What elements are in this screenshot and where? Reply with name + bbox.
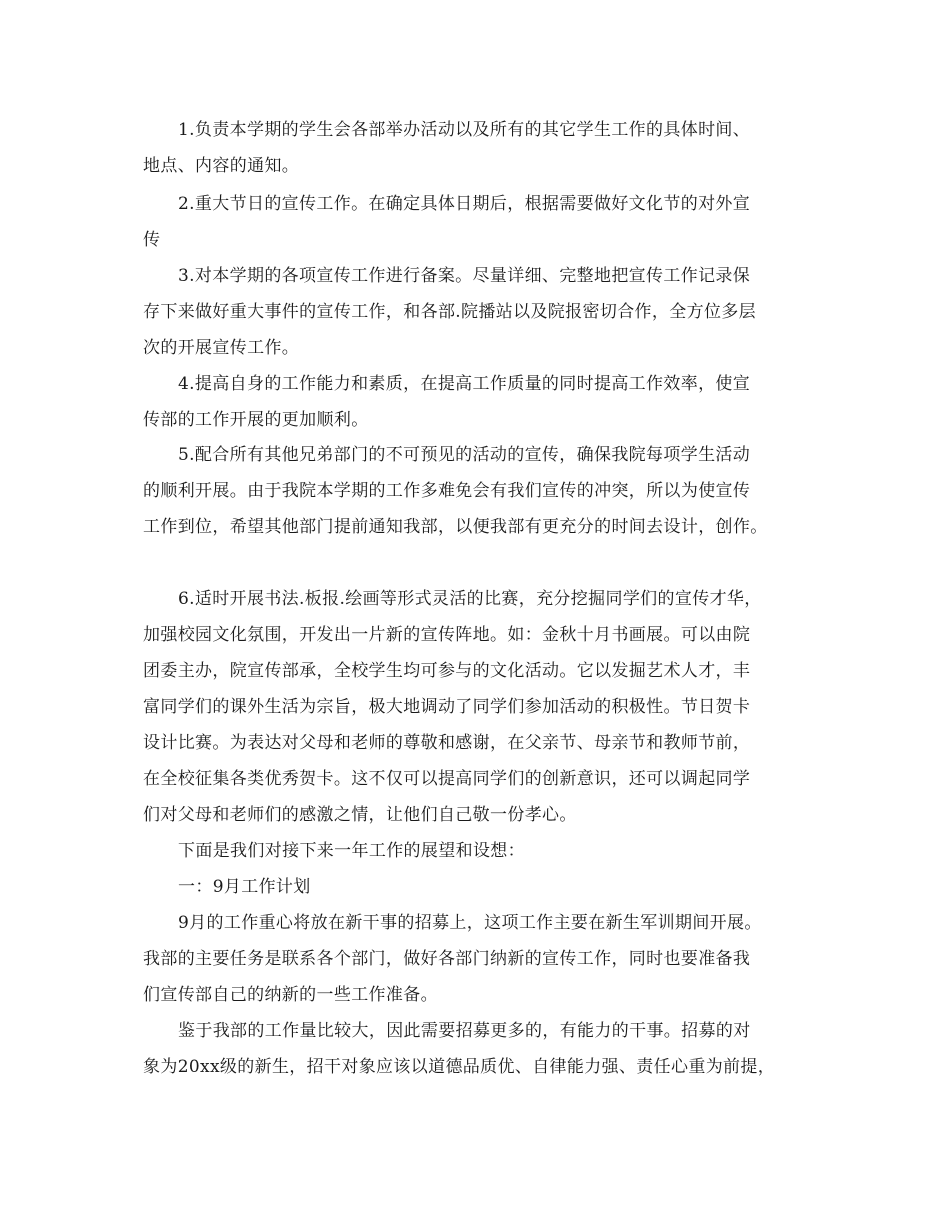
text-line: 地点、内容的通知。 — [143, 156, 300, 176]
text-line: 3.对本学期的各项宣传工作进行备案。尽量详细、完整地把宣传工作记录保 — [178, 266, 751, 286]
text-line: 们宣传部自己的纳新的一些工作准备。 — [143, 985, 438, 1005]
text-line: 们对父母和老师们的感激之情，让他们自己敬一份孝心。 — [143, 805, 577, 825]
text-line: 团委主办，院宣传部承，全校学生均可参与的文化活动。它以发掘艺术人才，丰 — [143, 661, 751, 681]
text-line: 下面是我们对接下来一年工作的展望和设想： — [178, 841, 525, 861]
text-line: 传 — [143, 230, 161, 250]
text-line: 富同学们的课外生活为宗旨，极大地调动了同学们参加活动的积极性。节日贺卡 — [143, 697, 751, 717]
text-line: 9月的工作重心将放在新干事的招募上，这项工作主要在新生军训期间开展。 — [178, 913, 762, 933]
text-line: 的顺利开展。由于我院本学期的工作多难免会有我们宣传的冲突，所以为使宣传 — [143, 481, 751, 501]
text-line: 鉴于我部的工作量比较大，因此需要招募更多的，有能力的干事。招募的对 — [178, 1021, 751, 1041]
text-line: 1.负责本学期的学生会各部举办活动以及所有的其它学生工作的具体时间、 — [178, 120, 751, 140]
text-line: 一：9月工作计划 — [178, 877, 311, 897]
text-line: 传部的工作开展的更加顺利。 — [143, 410, 369, 430]
text-line: 加强校园文化氛围，开发出一片新的宣传阵地。如：金秋十月书画展。可以由院 — [143, 625, 751, 645]
text-line: 6.适时开展书法.板报.绘画等形式灵活的比赛，充分挖掘同学们的宣传才华， — [178, 589, 762, 609]
text-line: 5.配合所有其他兄弟部门的不可预见的活动的宣传，确保我院每项学生活动 — [178, 445, 751, 465]
text-line: 存下来做好重大事件的宣传工作，和各部.院播站以及院报密切合作，全方位多层 — [143, 302, 757, 322]
text-line: 象为20xx级的新生，招干对象应该以道德品质优、自律能力强、责任心重为前提， — [143, 1057, 776, 1077]
text-line: 4.提高自身的工作能力和素质，在提高工作质量的同时提高工作效率，使宣 — [178, 374, 751, 394]
text-line: 我部的主要任务是联系各个部门，做好各部门纳新的宣传工作，同时也要准备我 — [143, 949, 751, 969]
text-line: 2.重大节日的宣传工作。在确定具体日期后，根据需要做好文化节的对外宣 — [178, 194, 751, 214]
text-line: 工作到位，希望其他部门提前通知我部，以便我部有更充分的时间去设计，创作。 — [143, 517, 768, 537]
text-line: 次的开展宣传工作。 — [143, 338, 300, 358]
text-line: 在全校征集各类优秀贺卡。这不仅可以提高同学们的创新意识，还可以调起同学 — [143, 769, 751, 789]
text-line: 设计比赛。为表达对父母和老师的尊敬和感谢，在父亲节、母亲节和教师节前， — [143, 733, 751, 753]
